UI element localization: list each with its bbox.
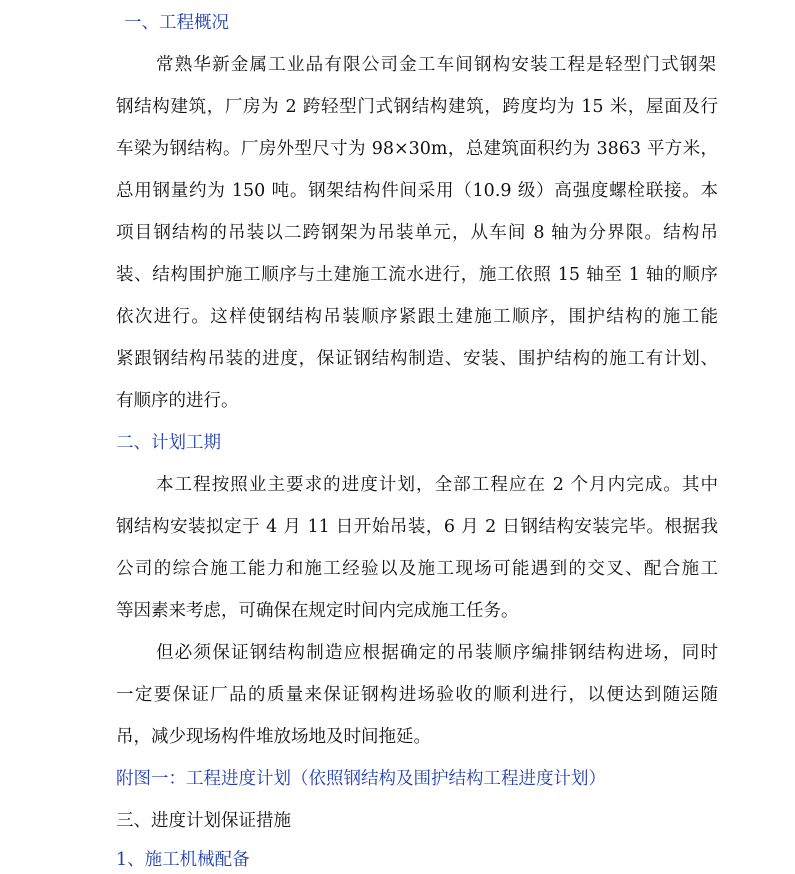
- paragraph-line: 钢结构安装拟定于 4 月 11 日开始吊装，6 月 2 日钢结构安装完毕。根据我: [116, 517, 718, 537]
- paragraph-line: 钢结构建筑，厂房为 2 跨轻型门式钢结构建筑，跨度均为 15 米，屋面及行: [116, 97, 718, 117]
- paragraph-line: 吊，减少现场构件堆放场地及时间拖延。: [116, 727, 431, 747]
- paragraph-line: 一定要保证厂品的质量来保证钢构进场验收的顺利进行，以便达到随运随: [116, 685, 718, 705]
- section-heading-overview: 一、工程概况: [124, 13, 229, 33]
- paragraph-line: 总用钢量约为 150 吨。钢架结构件间采用（10.9 级）高强度螺栓联接。本: [116, 181, 718, 201]
- paragraph-line: 但必须保证钢结构制造应根据确定的吊装顺序编排钢结构进场，同时: [156, 643, 718, 663]
- appendix-figure-title: 附图一：工程进度计划（依照钢结构及围护结构工程进度计划）: [116, 769, 606, 789]
- paragraph-line: 公司的综合施工能力和施工经验以及施工现场可能遇到的交叉、配合施工: [116, 559, 718, 579]
- section-heading-schedule: 二、计划工期: [116, 433, 221, 453]
- paragraph-line: 常熟华新金属工业品有限公司金工车间钢构安装工程是轻型门式钢架: [156, 55, 716, 75]
- section-heading-guarantee: 三、进度计划保证措施: [116, 811, 291, 831]
- paragraph-line: 装、结构围护施工顺序与土建施工流水进行，施工依照 15 轴至 1 轴的顺序: [116, 265, 718, 285]
- paragraph-line: 本工程按照业主要求的进度计划，全部工程应在 2 个月内完成。其中: [156, 475, 718, 495]
- paragraph-line: 项目钢结构的吊装以二跨钢架为吊装单元，从车间 8 轴为分界限。结构吊: [116, 223, 718, 243]
- paragraph-line: 紧跟钢结构吊装的进度，保证钢结构制造、安装、围护结构的施工有计划、: [116, 349, 718, 369]
- subsection-heading-machinery: 1、施工机械配备: [116, 850, 250, 870]
- paragraph-line: 依次进行。这样使钢结构吊装顺序紧跟土建施工顺序，围护结构的施工能: [116, 307, 718, 327]
- paragraph-line: 车梁为钢结构。厂房外型尺寸为 98×30m，总建筑面积约为 3863 平方米，: [116, 139, 718, 159]
- paragraph-line: 有顺序的进行。: [116, 391, 239, 411]
- paragraph-line: 等因素来考虑，可确保在规定时间内完成施工任务。: [116, 601, 519, 621]
